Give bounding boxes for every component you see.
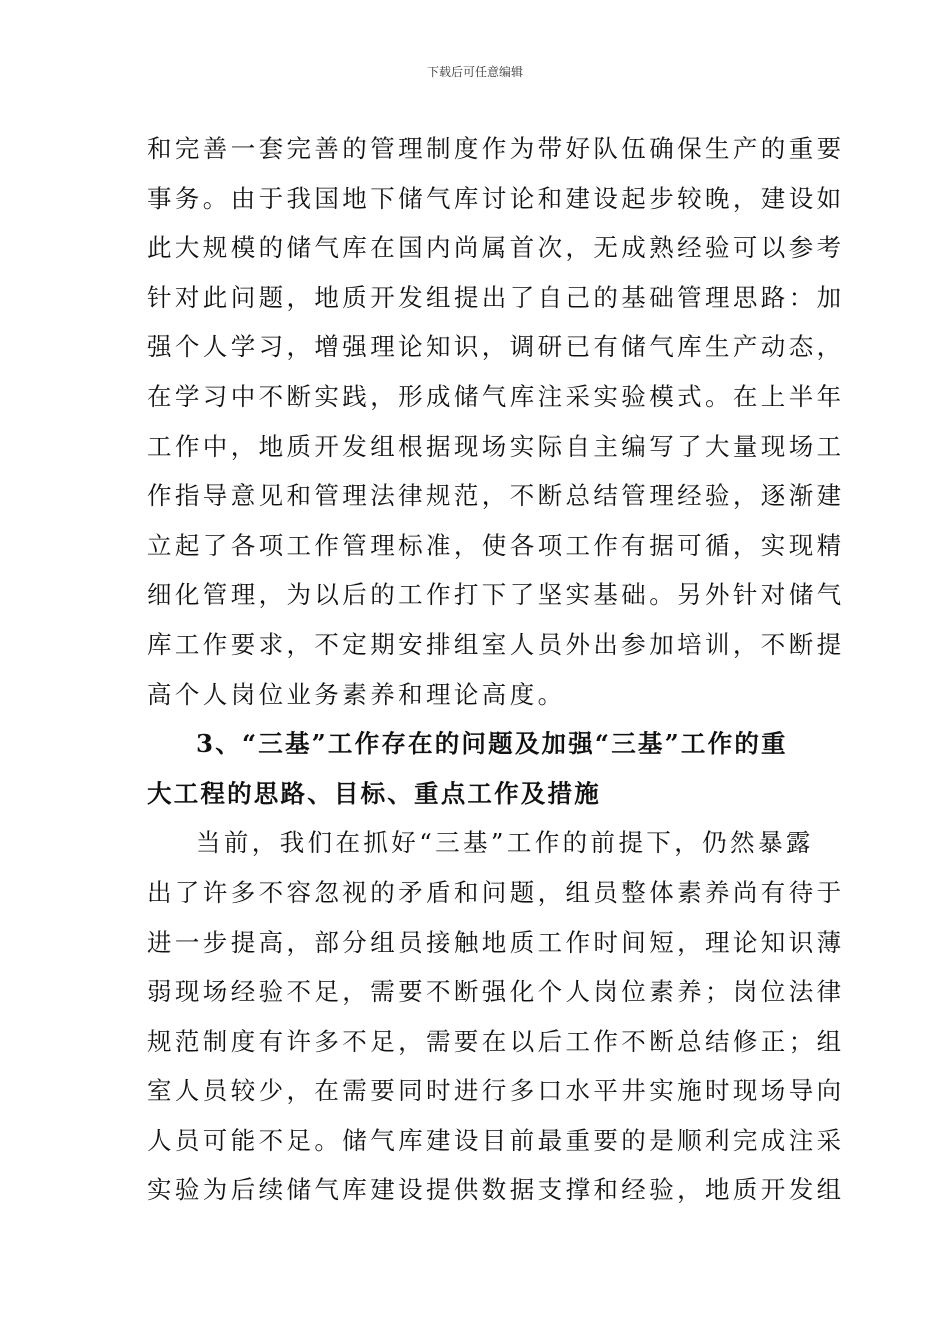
paragraph-line: 针对此问题，地质开发组提出了自己的基础管理思路：加: [147, 282, 845, 312]
paragraph-line: 在学习中不断实践，形成储气库注采实验模式。在上半年: [147, 381, 845, 411]
paragraph-line: 当前，我们在抓好“三基”工作的前提下，仍然暴露: [196, 828, 814, 858]
paragraph-line: 规范制度有许多不足，需要在以后工作不断总结修正；组: [147, 1026, 845, 1056]
paragraph-line: 事务。由于我国地下储气库讨论和建设起步较晚，建设如: [147, 183, 845, 213]
paragraph-line: 工作中，地质开发组根据现场实际自主编写了大量现场工: [147, 431, 845, 461]
section-heading-line: 大工程的思路、目标、重点工作及措施: [147, 778, 601, 808]
paragraph-line: 库工作要求，不定期安排组室人员外出参加培训，不断提: [147, 629, 845, 659]
paragraph-line: 室人员较少，在需要同时进行多口水平井实施时现场导向: [147, 1076, 845, 1106]
paragraph-line: 弱现场经验不足，需要不断强化个人岗位素养；岗位法律: [147, 977, 845, 1007]
document-body: [147, 124, 845, 1215]
paragraph-line: 进一步提高，部分组员接触地质工作时间短，理论知识薄: [147, 927, 845, 957]
paragraph-line: 和完善一套完善的管理制度作为带好队伍确保生产的重要: [147, 134, 845, 163]
paragraph-line: 出了许多不容忽视的矛盾和问题，组员整体素养尚有待于: [147, 877, 845, 907]
paragraph-line: 作指导意见和管理法律规范，不断总结管理经验，逐渐建: [147, 481, 845, 511]
paragraph-line: 人员可能不足。储气库建设目前最重要的是顺利完成注采: [147, 1125, 845, 1155]
paragraph-line: 高个人岗位业务素养和理论高度。: [147, 679, 566, 709]
paragraph-line: 立起了各项工作管理标准，使各项工作有据可循，实现精: [147, 530, 845, 560]
paragraph-line: 强个人学习，增强理论知识，调研已有储气库生产动态，: [147, 332, 845, 362]
page-header-note: 下载后可任意编辑: [426, 65, 523, 79]
paragraph-line: 实验为后续储气库建设提供数据支撑和经验，地质开发组: [147, 1175, 845, 1205]
paragraph-line: 细化管理，为以后的工作打下了坚实基础。另外针对储气: [147, 580, 845, 610]
paragraph-line: 此大规模的储气库在国内尚属首次，无成熟经验可以参考: [147, 233, 845, 263]
section-heading-line: 3、“三基”工作存在的问题及加强“三基”工作的重: [196, 729, 788, 759]
